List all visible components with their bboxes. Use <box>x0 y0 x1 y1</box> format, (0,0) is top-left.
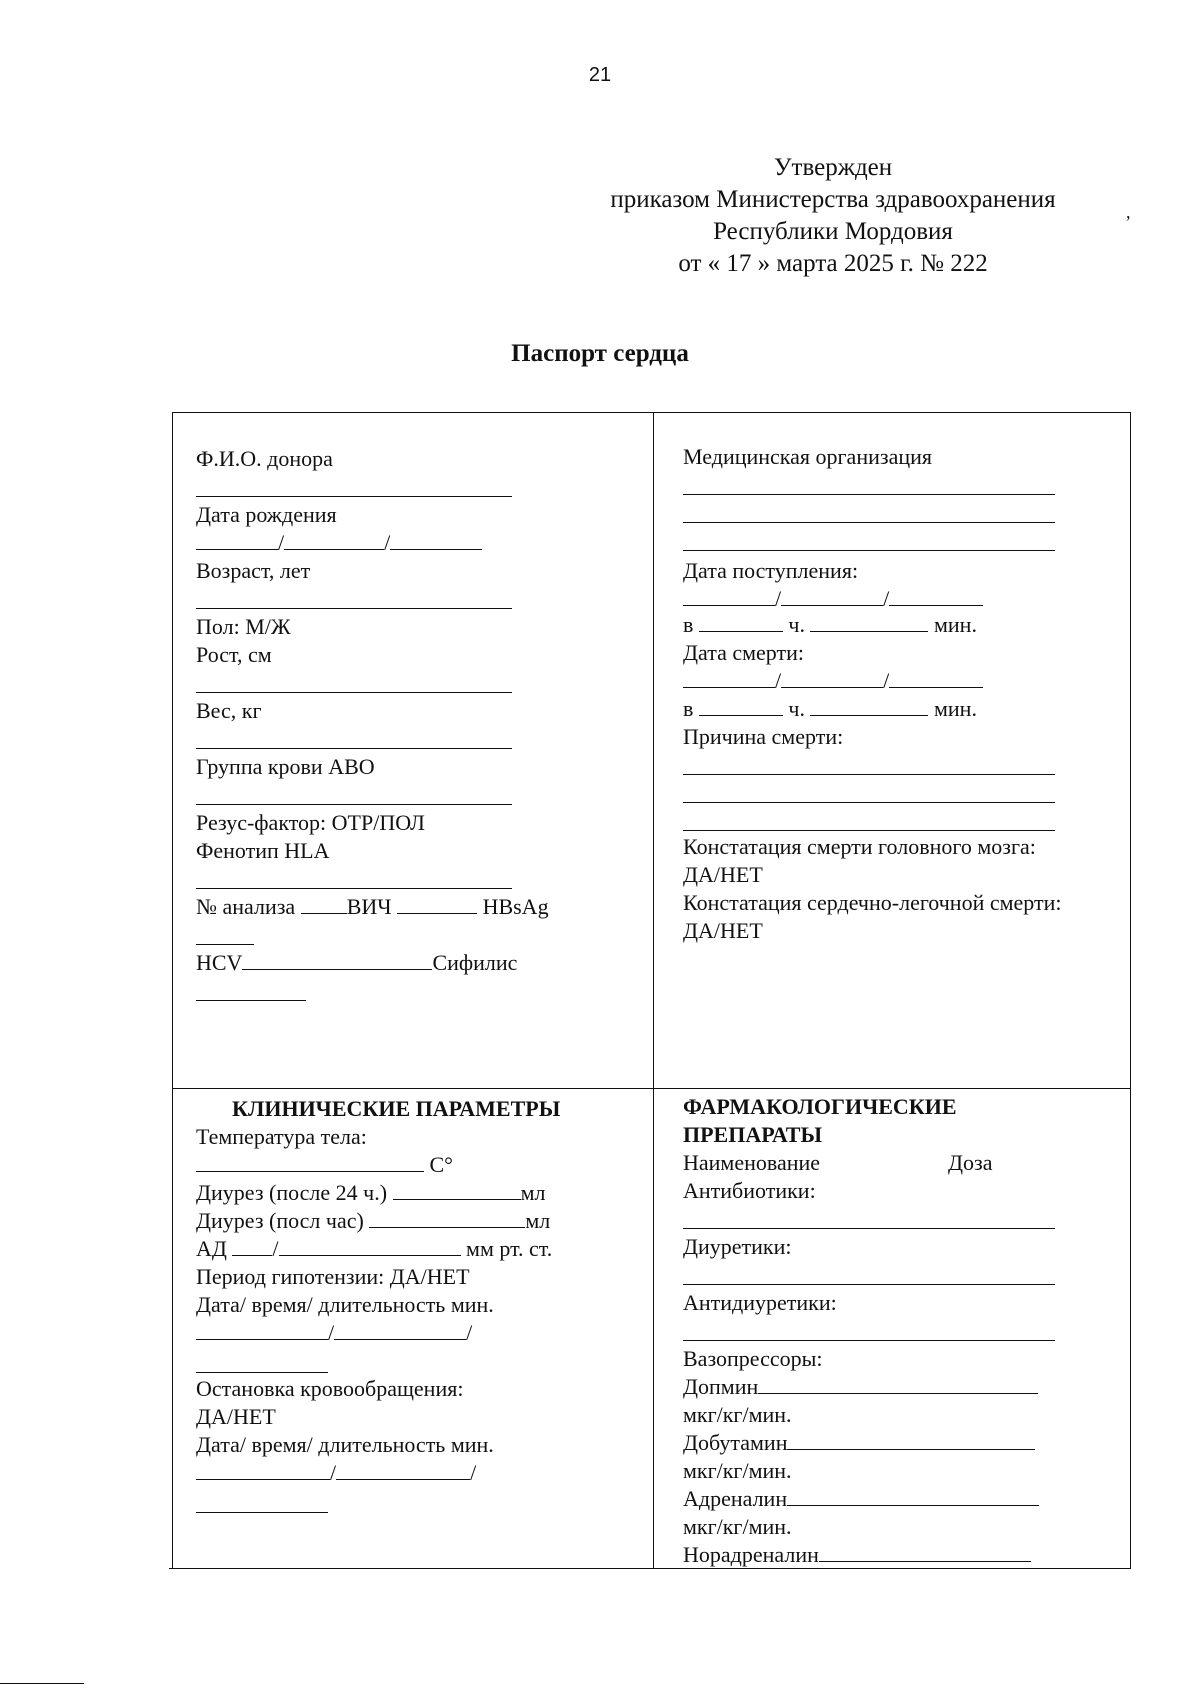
admission-minutes-field[interactable] <box>810 613 928 632</box>
admission-hours-label: ч. <box>788 612 805 637</box>
blood-group-label: Группа крови АВО <box>196 754 375 779</box>
age-field[interactable] <box>196 608 512 609</box>
table-border-middle <box>172 1088 1130 1089</box>
adrenaline-unit: мкг/кг/мин. <box>683 1514 792 1539</box>
rh-factor-label: Резус-фактор: ОТР/ПОЛ <box>196 810 425 835</box>
arrest-duration-field[interactable] <box>196 1512 328 1513</box>
dobutamine-unit: мкг/кг/мин. <box>683 1458 792 1483</box>
noradrenaline-row <box>683 1542 1031 1568</box>
admission-minutes-label: мин. <box>933 612 977 637</box>
vasopressors-label: Вазопрессоры: <box>683 1346 823 1371</box>
pharma-heading-1: ФАРМАКОЛОГИЧЕСКИЕ <box>683 1094 957 1119</box>
hiv-label: ВИЧ <box>346 894 392 919</box>
weight-field[interactable] <box>196 748 512 749</box>
organization-label: Медицинская организация <box>683 444 932 469</box>
birth-date-field[interactable]: / / <box>196 530 482 556</box>
diuresis-24-label: Диурез (после 24 ч.) <box>196 1180 388 1205</box>
death-cause-label: Причина смерти: <box>683 724 844 749</box>
blood-pressure-label: АД <box>196 1236 227 1261</box>
dobutamine-label: Добутамин <box>683 1430 788 1455</box>
hla-field[interactable] <box>196 888 512 889</box>
infection-tests-row <box>196 894 549 920</box>
temperature-row <box>196 1152 453 1178</box>
death-hours-label: ч. <box>788 696 805 721</box>
death-minutes-label: мин. <box>933 696 977 721</box>
circulatory-arrest-yes-no[interactable]: ДА/НЕТ <box>196 1404 276 1429</box>
antidiuretics-field[interactable] <box>683 1340 1055 1341</box>
death-cause-field-3[interactable] <box>683 830 1055 831</box>
dopamine-label: Допмин <box>683 1374 759 1399</box>
adrenaline-row <box>683 1486 1039 1512</box>
footnote-rule <box>0 1683 84 1684</box>
admission-date-field[interactable]: / / <box>683 586 983 612</box>
table-border-top <box>172 412 1130 413</box>
syphilis-field[interactable] <box>196 1000 306 1001</box>
hypotension-label[interactable]: Период гипотензии: ДА/НЕТ <box>196 1264 470 1289</box>
adrenaline-label: Адреналин <box>683 1486 788 1511</box>
admission-time-row <box>683 612 977 638</box>
approval-line: приказом Министерства здравоохранения <box>610 186 1056 213</box>
table-border-left <box>172 412 173 1568</box>
admission-at-label: в <box>683 612 694 637</box>
height-field[interactable] <box>196 692 512 693</box>
syphilis-label: Сифилис <box>432 950 518 975</box>
blood-pressure-row: АД / мм рт. ст. <box>196 1236 553 1261</box>
hcv-field[interactable] <box>242 951 432 970</box>
celsius-label: С° <box>429 1152 453 1177</box>
weight-label: Вес, кг <box>196 698 262 723</box>
donor-fio-label: Ф.И.О. донора <box>196 446 333 471</box>
table-border-right <box>1130 412 1131 1568</box>
antibiotics-label: Антибиотики: <box>683 1178 816 1203</box>
clinical-heading: КЛИНИЧЕСКИЕ ПАРАМЕТРЫ <box>232 1096 561 1121</box>
hiv-field[interactable] <box>397 895 477 914</box>
dopamine-field[interactable] <box>758 1375 1038 1394</box>
brain-death-yes-no[interactable]: ДА/НЕТ <box>683 862 763 887</box>
diastolic-field[interactable] <box>279 1237 461 1256</box>
noradrenaline-label: Норадреналин <box>683 1542 819 1567</box>
arrest-datetime-label: Дата/ время/ длительность мин. <box>196 1432 494 1457</box>
approval-block <box>548 152 1118 280</box>
death-date-field[interactable]: / / <box>683 668 983 694</box>
death-minutes-field[interactable] <box>810 697 928 716</box>
death-cause-field-1[interactable] <box>683 774 1055 775</box>
height-label: Рост, см <box>196 642 272 667</box>
dobutamine-row <box>683 1430 1035 1456</box>
diuretics-label: Диуретики: <box>683 1234 792 1259</box>
organization-field-1[interactable] <box>683 494 1055 495</box>
ml-label: мл <box>520 1180 546 1205</box>
admission-hours-field[interactable] <box>699 613 783 632</box>
temperature-label: Температура тела: <box>196 1124 367 1149</box>
brain-death-label: Констатация смерти головного мозга: <box>683 834 1036 859</box>
systolic-field[interactable] <box>232 1237 272 1256</box>
antidiuretics-label: Антидиуретики: <box>683 1290 837 1315</box>
hbsag-label: HBsAg <box>482 894 549 919</box>
cardio-death-label: Констатация сердечно-легочной смерти: <box>683 890 1062 915</box>
table-border-center <box>653 412 654 1568</box>
diuretics-field[interactable] <box>683 1284 1055 1285</box>
dobutamine-field[interactable] <box>787 1431 1035 1450</box>
death-hours-field[interactable] <box>699 697 783 716</box>
hypotension-datetime-label: Дата/ время/ длительность мин. <box>196 1292 494 1317</box>
hypotension-datetime-field[interactable]: / / <box>196 1320 472 1346</box>
table-border-bottom <box>169 1568 1131 1569</box>
arrest-datetime-field[interactable]: / / <box>196 1460 476 1486</box>
organization-field-3[interactable] <box>683 550 1055 551</box>
temperature-field[interactable] <box>196 1153 424 1172</box>
document-title: Паспорт сердца <box>511 340 689 367</box>
scan-mark: , <box>1126 202 1131 222</box>
approval-line: Утвержден <box>773 154 893 181</box>
hla-label: Фенотип HLA <box>196 838 330 863</box>
diuresis-hour-row <box>196 1208 550 1234</box>
noradrenaline-field[interactable] <box>819 1543 1031 1562</box>
death-at-label: в <box>683 696 694 721</box>
admission-date-label: Дата поступления: <box>683 558 859 583</box>
drug-name-column-header: Наименование <box>683 1150 821 1175</box>
antibiotics-field[interactable] <box>683 1228 1055 1229</box>
approval-line: от « 17 » марта 2025 г. № 222 <box>678 250 988 277</box>
organization-field-2[interactable] <box>683 522 1055 523</box>
diuresis-24-row <box>196 1180 545 1206</box>
death-date-label: Дата смерти: <box>683 640 805 665</box>
circulatory-arrest-label: Остановка кровообращения: <box>196 1376 464 1401</box>
death-time-row <box>683 696 977 722</box>
dopamine-row <box>683 1374 1038 1400</box>
diuresis-hour-field[interactable] <box>369 1209 525 1228</box>
mmhg-label: мм рт. ст. <box>466 1236 553 1261</box>
donor-fio-field[interactable] <box>196 496 512 497</box>
page-number: 21 <box>588 64 612 86</box>
hypotension-duration-field[interactable] <box>196 1372 328 1373</box>
analysis-number-field[interactable] <box>301 895 347 914</box>
diuresis-24-field[interactable] <box>393 1181 521 1200</box>
sex-label: Пол: М/Ж <box>196 614 291 639</box>
ml-label: мл <box>525 1208 551 1233</box>
approval-line: Республики Мордовия <box>713 218 953 245</box>
hcv-label: HCV <box>196 950 243 975</box>
blood-group-field[interactable] <box>196 804 512 805</box>
birth-date-label: Дата рождения <box>196 502 337 527</box>
drug-dose-column-header: Доза <box>948 1150 993 1175</box>
cardio-death-yes-no[interactable]: ДА/НЕТ <box>683 918 763 943</box>
age-label: Возраст, лет <box>196 558 311 583</box>
analysis-number-label: № анализа <box>196 894 296 919</box>
death-cause-field-2[interactable] <box>683 802 1055 803</box>
diuresis-hour-label: Диурез (посл час) <box>196 1208 364 1233</box>
adrenaline-field[interactable] <box>787 1487 1039 1506</box>
hbsag-field[interactable] <box>196 944 254 945</box>
pharma-heading-2: ПРЕПАРАТЫ <box>683 1122 823 1147</box>
hcv-syphilis-row <box>196 950 517 976</box>
dopamine-unit: мкг/кг/мин. <box>683 1402 792 1427</box>
